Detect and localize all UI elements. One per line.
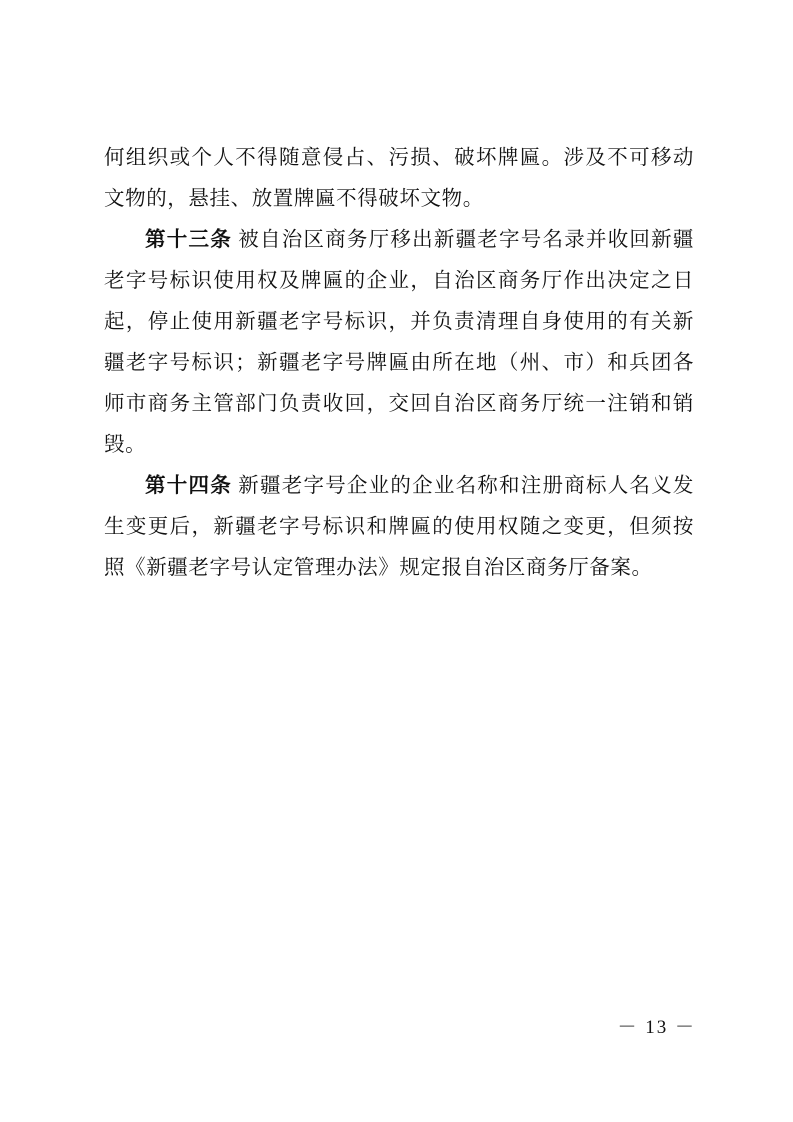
paragraph-text: 何组织或个人不得随意侵占、污损、破坏牌匾。涉及不可移动文物的，悬挂、放置牌匾不得破坏文物。 xyxy=(104,147,694,210)
paragraph-article-13 xyxy=(104,220,694,466)
paragraph-article-14 xyxy=(104,466,694,589)
paragraph-text: 新疆老字号企业的企业名称和注册商标人名义发生变更后，新疆老字号标识和牌匾的使用权随之变更，但须按照《新疆老字号认定管理办法》规定报自治区商务厅备案。 xyxy=(104,475,694,579)
article-label-13: 第十三条 xyxy=(145,229,232,251)
page-number: － 13 － xyxy=(617,1017,696,1038)
paragraph-no-damage xyxy=(104,138,694,220)
paragraph-text: 被自治区商务厅移出新疆老字号名录并收回新疆老字号标识使用权及牌匾的企业，自治区商务厅作出决定之日起，停止使用新疆老字号标识，并负责清理自身使用的有关新疆老字号标识；新疆老字号牌匾由所在地（州、市）和兵团各师市商务主管部门负责收回，交回自治区商务厅统一注销和销毁。 xyxy=(104,229,694,456)
document-body xyxy=(104,138,694,589)
article-label-14: 第十四条 xyxy=(145,475,232,497)
